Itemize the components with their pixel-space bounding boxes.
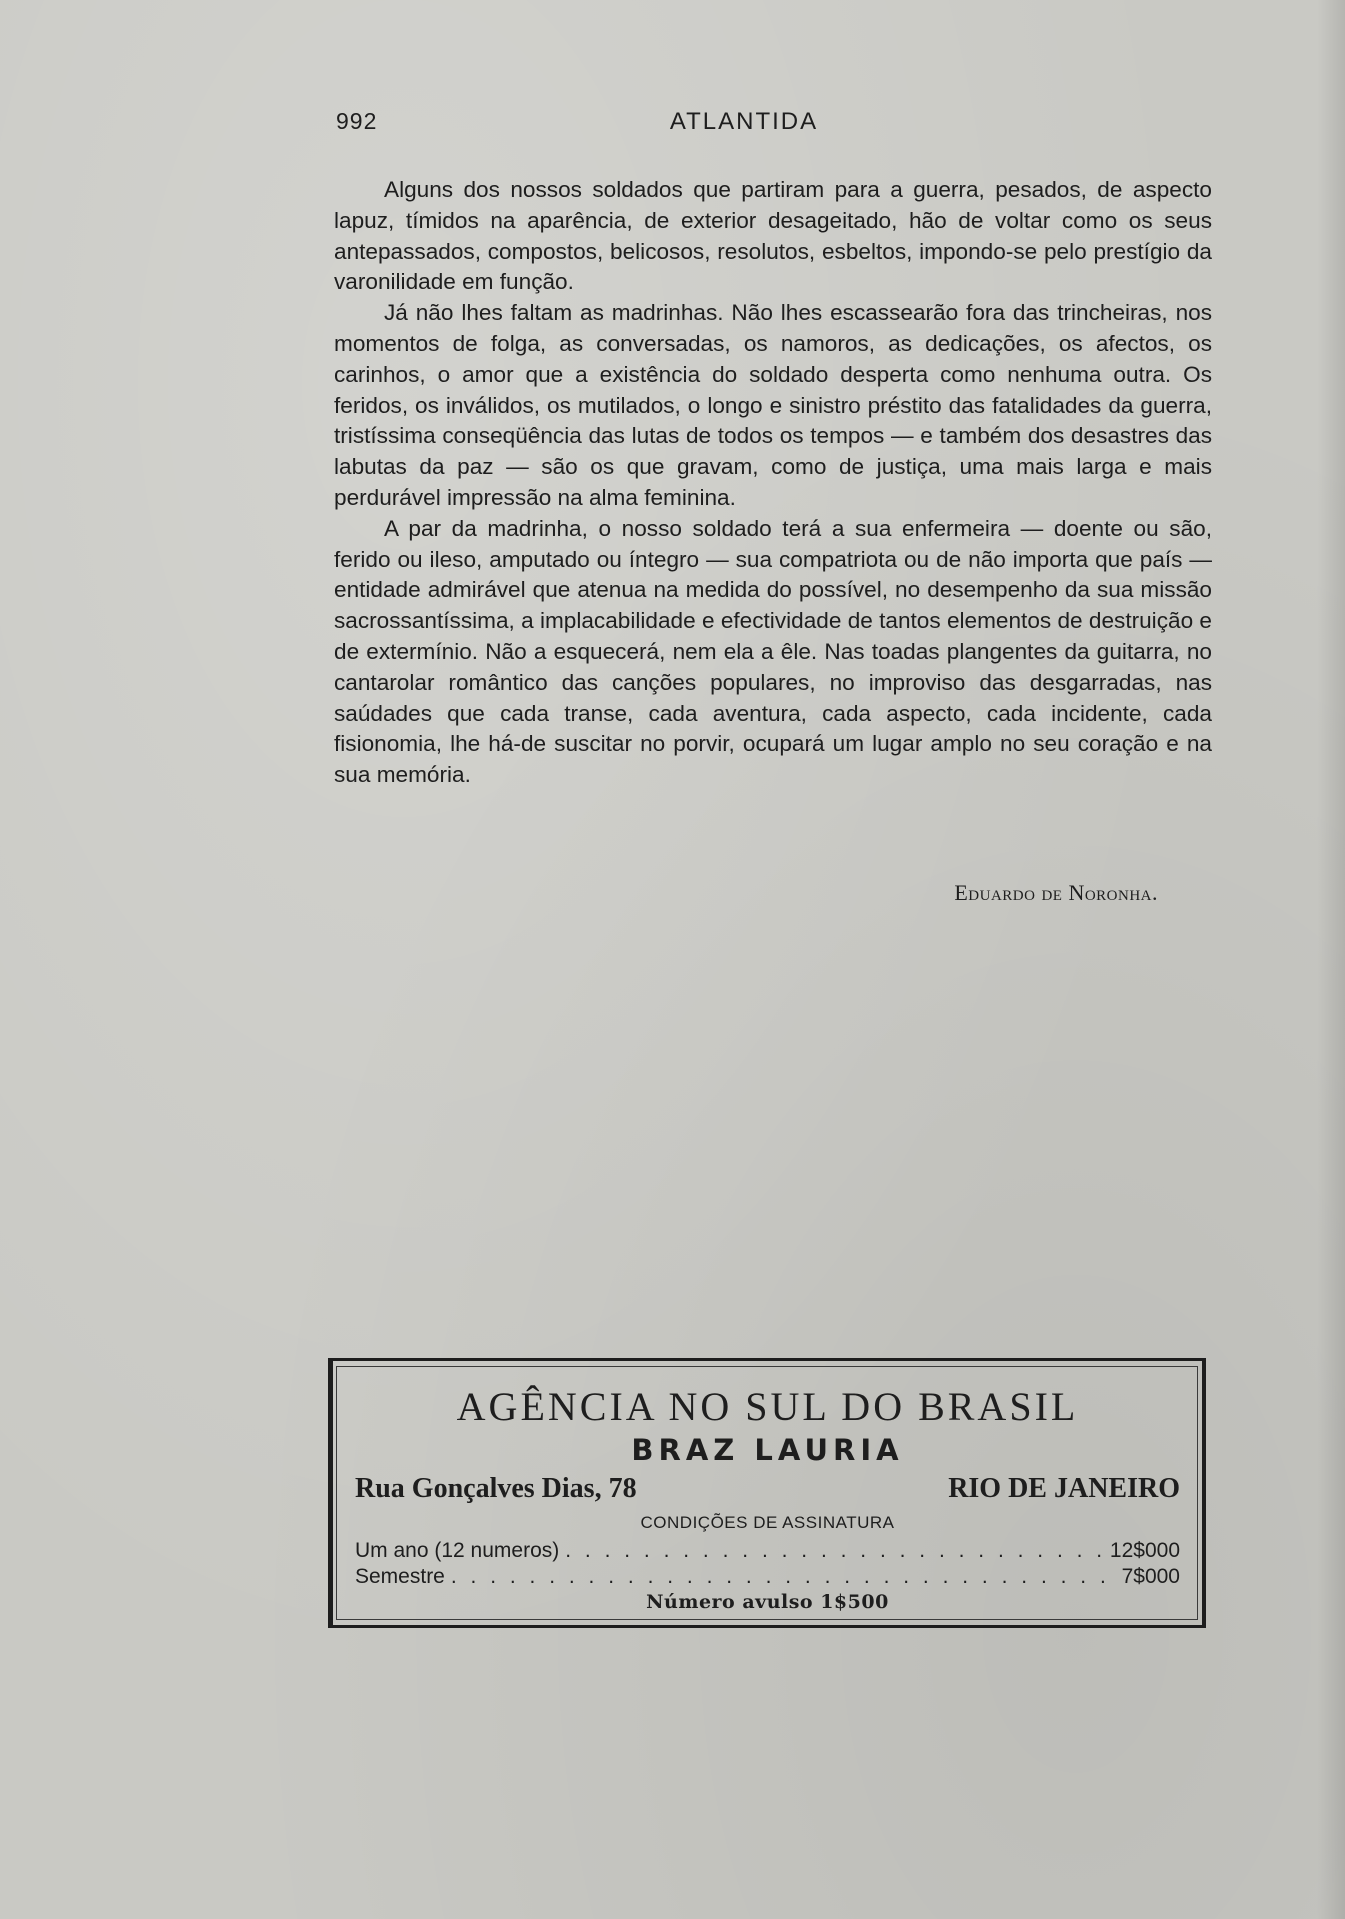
rate-label: Um ano (12 numeros) (355, 1539, 560, 1562)
subscription-advertisement (328, 1358, 1206, 1628)
ad-single-issue-price: Número avulso 1$500 (646, 1591, 889, 1613)
article-paragraph: Já não lhes faltam as madrinhas. Não lhes escassearão fora das trincheiras, nos momentos de folga, as conversadas, os namoros, as dedicações, os afectos, os carinhos, o amor que a existência do soldado desperta como nenhuma outra. Os feridos, os inválidos, os mutilados, o longo e sinistro préstito das fatalidades da guerra, tristíssima conseqüência das lutas de todos os tempos — e também dos desastres das labutas da paz — são os que gravam, como de justiça, uma mais larga e mais perdurável impressão na alma feminina. (334, 300, 1212, 510)
rate-label: Semestre (355, 1565, 445, 1588)
ad-city: RIO DE JANEIRO (948, 1473, 1180, 1504)
article-paragraph: A par da madrinha, o nosso soldado terá a sua enfermeira — doente ou são, ferido ou ileso, amputado ou íntegro — sua compatriota ou de não importa que país — entidade admirável que atenua na medida do possível, no desempenho da sua missão sacrossantíssima, a implacabilidade e efectividade de tantos elementos de destruição e de extermínio. Não a esquecerá, nem ela a êle. Nas toadas plangentes da guitarra, no cantarolar romântico das canções populares, no improviso das desgarradas, nas saúdades que cada transe, cada aventura, cada aspecto, cada incidente, cada fisionomia, lhe há-de suscitar no porvir, ocupará um lugar amplo no seu coração e na sua memória. (334, 515, 1212, 788)
author-signature: Eduardo de Noronha. (954, 880, 1158, 905)
dot-leader (451, 1565, 1116, 1589)
ad-agency-heading: AGÊNCIA NO SUL DO BRASIL (456, 1384, 1079, 1429)
rate-price: 12$000 (1109, 1539, 1180, 1562)
running-head (336, 108, 1152, 138)
journal-title: ATLANTIDA (669, 108, 819, 135)
ad-agent-name: BRAZ LAURIA (631, 1433, 904, 1467)
article-paragraph: Alguns dos nossos soldados que partiram para a guerra, pesados, de aspecto lapuz, tímidos na aparência, de exterior desageitado, hão de voltar como os seus antepassados, compostos, belicosos, resolutos, esbeltos, impondo-se pelo prestígio da varonilidade em função. (334, 177, 1212, 295)
rate-row (355, 1539, 1180, 1565)
page-number: 992 (336, 108, 378, 134)
dot-leader (565, 1539, 1104, 1563)
rate-row (355, 1565, 1180, 1591)
article-body (334, 175, 1212, 791)
ad-address: Rua Gonçalves Dias, 78 (355, 1473, 637, 1504)
page-gutter-shadow (1317, 0, 1345, 1919)
rate-price: 7$000 (1121, 1565, 1180, 1588)
ad-conditions-title: CONDIÇÕES DE ASSINATURA (640, 1513, 895, 1532)
